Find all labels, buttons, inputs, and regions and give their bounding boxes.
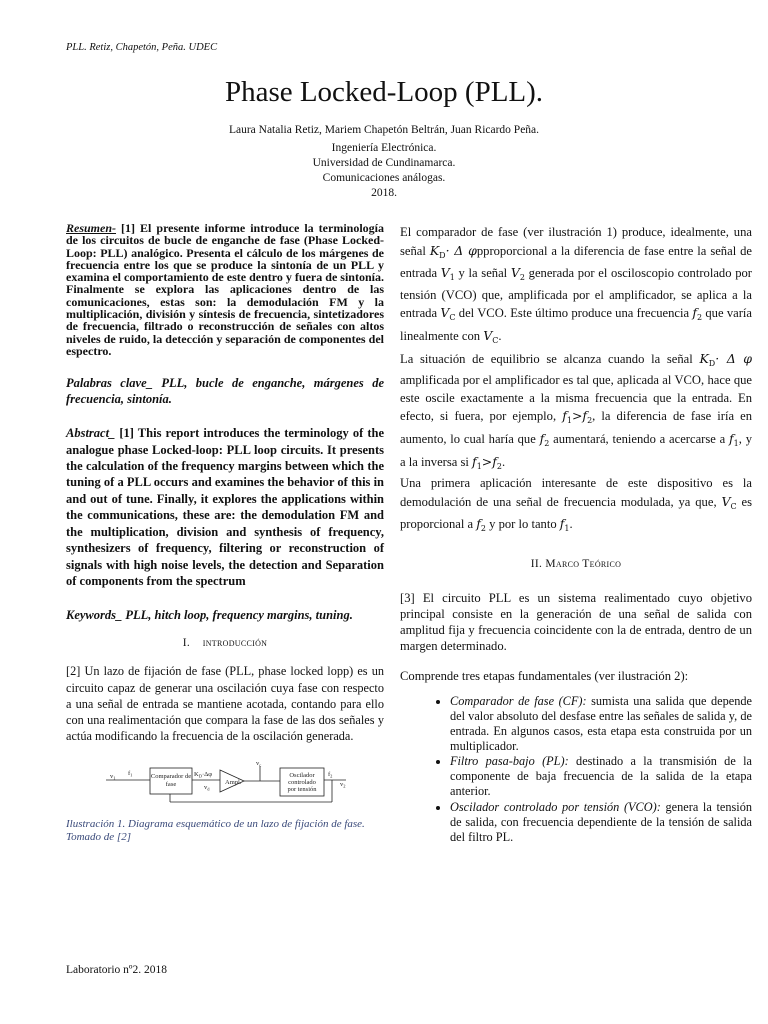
- abstract-paragraph: [66, 425, 384, 589]
- section-number: I.: [182, 637, 191, 650]
- abstract-text: [1] This report introduces the terminology of the analogue phase Locked-loop: PLL loop circuits. It presents the calculation of the frequency margins between which the tuning of a PLL occurs and examines the behavior of this in and out of tune. Finally, it explores the applications within the communications, these are: the demodulation FM and the multiplication, division and synthesis of frequency, synthesizers of frequency, filtering or reconstruction of signals with high noise levels, the detection and Separation of components from the spectrum: [66, 426, 384, 588]
- label-vd: $v_d$: [204, 784, 210, 792]
- label-vco: Oscilador: [289, 772, 315, 780]
- paragraph-pll: [3] El circuito PLL es un sistema realimentado cuyo objetivo principal consiste en la generación de una señal de salida con amplitud fija y frecuencia coincidente con la de entrada, dentro de un margen determinado.: [400, 590, 752, 653]
- label-vco-3: por tensión: [287, 786, 317, 794]
- label-ampl: Ampl.: [225, 779, 242, 787]
- label-comparador: Comparador de: [150, 773, 192, 781]
- left-column: [66, 222, 384, 844]
- authors: Laura Natalia Retiz, Mariem Chapetón Beltrán, Juan Ricardo Peña.: [228, 124, 540, 136]
- label-f2: $f_2$: [328, 771, 333, 779]
- resumen-paragraph: [66, 222, 384, 357]
- running-head: PLL. Retiz, Chapetón, Peña. UDEC: [66, 42, 218, 53]
- section-title: introducción: [202, 637, 268, 650]
- label-comparador-2: fase: [165, 781, 177, 789]
- keywords: Keywords_ PLL, hitch loop, frequency margins, tuning.: [66, 608, 353, 623]
- label-f1: $f_1$: [128, 770, 133, 778]
- label-v2: $v_2$: [340, 781, 346, 789]
- affiliation: [0, 141, 768, 201]
- page-footer: Laboratorio nº2. 2018: [66, 964, 167, 976]
- label-vc: $v_c$: [256, 760, 262, 768]
- list-item: • Comparador de fase (CF): sumista una salida que depende del valor absoluto del desfase entre las señales de salida y, de entrada. En algunos casos, esta etapa esta construida por un multiplicador.: [450, 694, 752, 754]
- affiliation-line: Comunicaciones análogas.: [322, 172, 446, 184]
- stages-list: [400, 694, 752, 845]
- section-heading-introduccion: [66, 637, 384, 649]
- pll-block-diagram: [66, 758, 384, 810]
- paragraph-aplicacion: Una primera aplicación interesante de este dispositivo es la demodulación de una señal de frecuencia modulada, ya que, $V_C$ es proporcional a $f_2$ y por lo tanto $f_1$.: [400, 476, 752, 534]
- math-kd: $K_D\cdot \Delta$ φ: [429, 242, 477, 260]
- section-title: Marco Teórico: [545, 557, 622, 570]
- list-item: • Oscilador controlado por tensión (VCO): genera la tensión de salida, con frecuencia dependiente de la tensión de salida del filtro PL.: [450, 800, 752, 845]
- abstract-label: Abstract_: [66, 426, 116, 441]
- figure-caption: Ilustración 1. Diagrama esquemático de un lazo de fijación de fase. Tomado de [2]: [66, 818, 365, 844]
- label-kd: $K_D\cdot\Delta\varphi$: [194, 771, 213, 779]
- paper-title: Phase Locked-Loop (PLL).: [224, 76, 544, 108]
- resumen-label: Resumen-: [66, 221, 117, 235]
- section-heading-marco-teorico: [400, 558, 752, 570]
- list-item: • Filtro pasa-bajo (PL): destinado a la transmisión de la componente de baja frecuencia de la salida de la etapa anterior.: [450, 754, 752, 799]
- label-v1: $v_1$: [110, 773, 116, 781]
- resumen-text: [1] El presente informe introduce la terminología de los circuitos de bucle de enganche de fase (Phase Locked-Loop: PLL) analógico. Presenta el cálculo de los márgenes de frecuencia entre los que se produce la sintonía de un PLL y examina el comportamiento de este dentro y fuera de sintonía. Finalmente se explora las aplicaciones dentro de las comunicaciones, estas son: la demodulación FM y la multiplicación, división y síntesis de frecuencia, sintetizadores de frecuencia, filtrado o reconstrucción de señales con altos niveles de ruido, la detección y separación de componentes del espectro.: [66, 221, 384, 358]
- label-vco-2: controlado: [288, 779, 316, 787]
- palabras-clave: Palabras clave_ PLL, bucle de enganche, márgenes de frecuencia, sintonía.: [66, 376, 384, 407]
- paragraph-etapas: Comprende tres etapas fundamentales (ver ilustración 2):: [400, 668, 689, 683]
- right-column: [400, 224, 752, 845]
- affiliation-line: Universidad de Cundinamarca.: [312, 157, 456, 169]
- paragraph-comparador: El comparador de fase (ver ilustración 1) produce, idealmente, una señal $K_D\cdot \Delta$ φpproporcional a la diferencia de fase entre la señal de entrada $V_1$ y la señal $V_2$ generada por el osciloscopio controlado por tensión (VCO) que, amplificada por el amplificador, se aplica a la entrada $V_C$ del VCO. Este último produce una frecuencia $f_2$ que varía linealmente con $V_C$.: [400, 225, 753, 345]
- paragraph-equilibrio: La situación de equilibrio se alcanza cuando la señal $K_D\cdot \Delta$ φ amplificada por el amplificador es tal que, aplicada al VCO, hace que este oscile exactamente a la misma frecuencia que la entrada. En efecto, si fuera, por ejemplo, $f_1>f_2$, la diferencia de fase iría en aumento, lo cual haría que $f_2$ aumentará, teniendo a acercarse a $f_1$, y a la inversa si $f_1>f_2$.: [400, 350, 752, 471]
- affiliation-line: Ingeniería Electrónica.: [331, 142, 437, 154]
- section-number: II.: [530, 557, 543, 570]
- affiliation-line: 2018.: [371, 187, 397, 199]
- intro-paragraph: [2] Un lazo de fijación de fase (PLL, phase locked lopp) es un circuito capaz de generar una oscilación cuya fase con respecto a una señal de entrada se mantiene acotada, contando para ello con una realimentación que compara la fase de las dos señales y actúa modificando la frecuencia de la oscilación generada.: [66, 664, 384, 744]
